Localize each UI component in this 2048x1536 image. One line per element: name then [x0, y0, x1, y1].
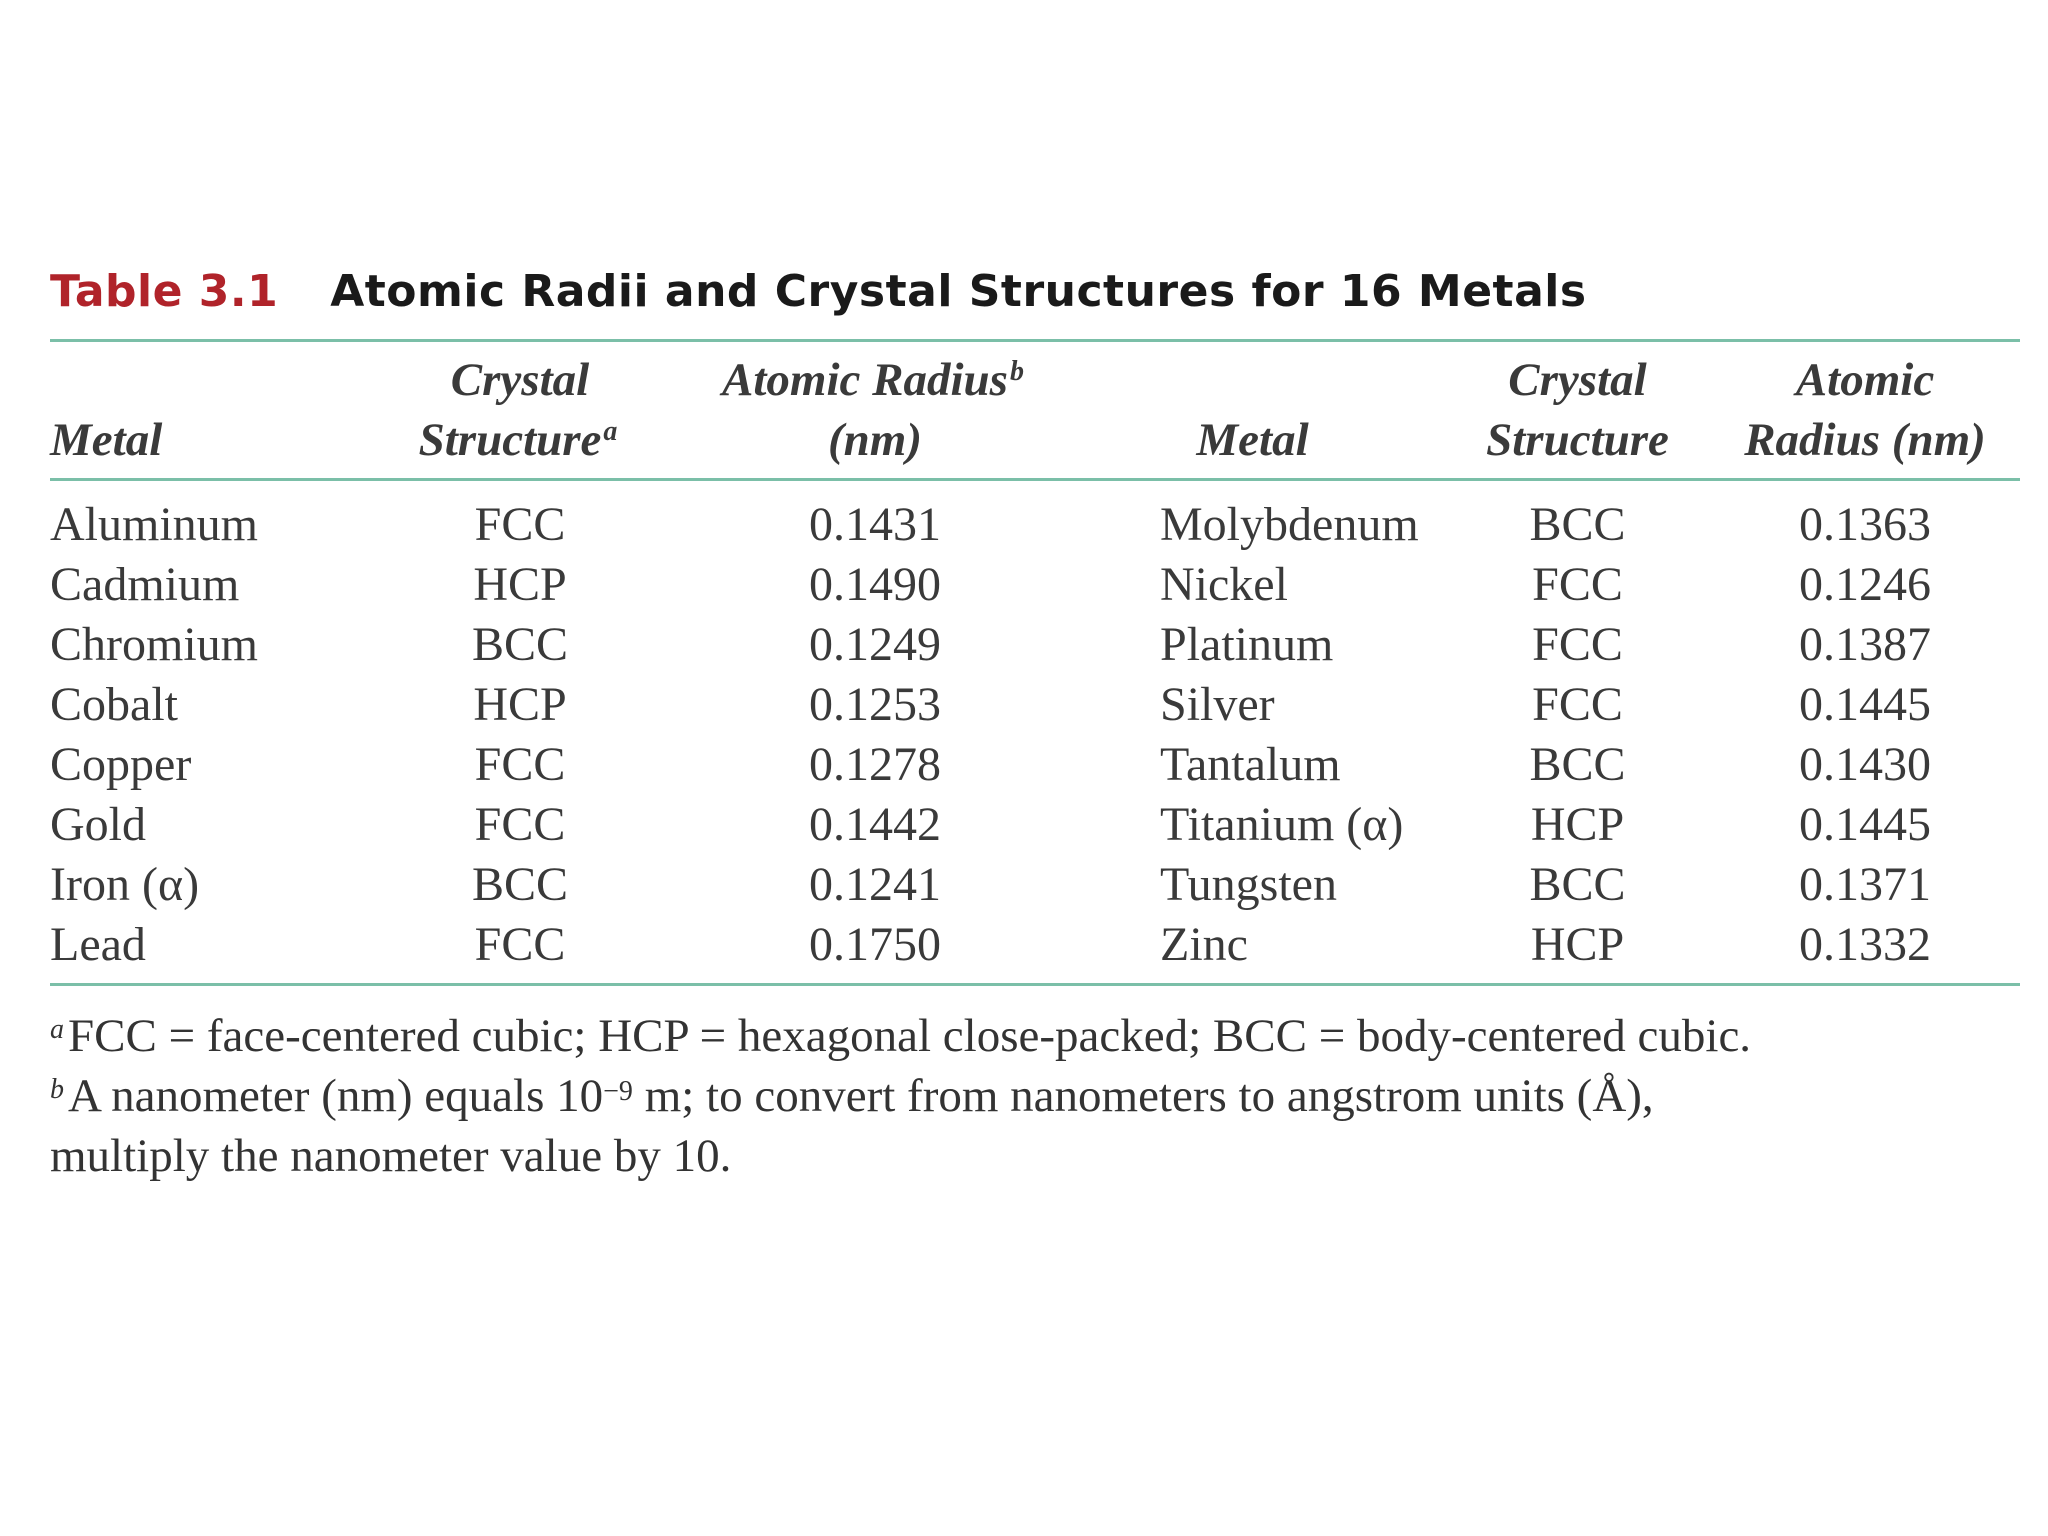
header-structure-1 — [350, 342, 690, 478]
cell-radius-2: 0.1445 — [1799, 678, 1931, 731]
cell-radius-2: 0.1332 — [1799, 918, 1931, 971]
cell-structure-2: BCC — [1529, 738, 1626, 791]
header-structure-2-line2: Structure — [1486, 414, 1669, 466]
footnote-a-marker: a — [603, 416, 618, 447]
cell-metal-1: Iron (α) — [50, 858, 200, 911]
footnote-b-marker: b — [1009, 356, 1024, 387]
cell-structure-1: HCP — [473, 558, 567, 611]
header-structure-2 — [1445, 342, 1710, 478]
cell-metal-1: Cobalt — [50, 678, 178, 731]
cell-radius-1: 0.1253 — [809, 678, 941, 731]
cell-radius-1: 0.1431 — [809, 498, 941, 551]
cell-metal-2: Platinum — [1160, 618, 1334, 671]
table-row — [50, 915, 2020, 983]
cell-radius-2: 0.1363 — [1799, 498, 1931, 551]
table-footnotes — [50, 1006, 2020, 1186]
cell-structure-2: FCC — [1532, 678, 1623, 731]
footnote-b-text-after: m; to convert from nanometers to angstrom units (Å), — [632, 1070, 1654, 1122]
cell-structure-1: FCC — [474, 738, 566, 791]
table-caption-title: Atomic Radii and Crystal Structures for 16 Metals — [330, 265, 1587, 317]
cell-metal-1: Gold — [50, 798, 146, 851]
cell-radius-1: 0.1442 — [809, 798, 941, 851]
cell-metal-2: Tantalum — [1160, 738, 1341, 791]
cell-structure-2: HCP — [1530, 798, 1625, 851]
cell-metal-1: Cadmium — [50, 558, 240, 611]
footnote-b-text-before: A nanometer (nm) equals 10 — [68, 1070, 604, 1122]
header-metal-1 — [50, 342, 350, 478]
header-radius-2 — [1710, 342, 2020, 478]
metals-table — [50, 342, 2020, 983]
header-radius-1-line1: Atomic Radius — [722, 354, 1008, 406]
table-row — [50, 481, 2020, 555]
footnote-a — [50, 1006, 2020, 1066]
header-structure-2-line1: Crystal — [1508, 354, 1647, 406]
cell-structure-2: BCC — [1529, 858, 1626, 911]
cell-structure-1: HCP — [473, 678, 567, 731]
cell-metal-2: Tungsten — [1160, 858, 1337, 911]
cell-radius-2: 0.1445 — [1799, 798, 1931, 851]
cell-metal-1: Lead — [50, 918, 146, 971]
cell-radius-1: 0.1278 — [809, 738, 941, 791]
footnote-b-continued — [50, 1126, 2020, 1186]
footnote-b-exponent: −9 — [603, 1076, 633, 1107]
footnote-a-text: FCC = face-centered cubic; HCP = hexagonal close-packed; BCC = body-centered cubic. — [68, 1010, 1752, 1062]
cell-metal-1: Aluminum — [50, 498, 259, 551]
table-row — [50, 735, 2020, 795]
cell-radius-1: 0.1490 — [809, 558, 941, 611]
table-header — [50, 342, 2020, 478]
table-caption — [50, 255, 2020, 327]
cell-structure-2: BCC — [1529, 498, 1626, 551]
cell-metal-2: Nickel — [1160, 558, 1288, 611]
table-row — [50, 855, 2020, 915]
cell-metal-2: Molybdenum — [1160, 498, 1419, 551]
header-structure-1-line1: Crystal — [450, 354, 590, 406]
footnote-a-mark: a — [50, 1014, 64, 1045]
header-metal-2-label: Metal — [1196, 414, 1309, 466]
cell-metal-2: Titanium (α) — [1160, 798, 1404, 851]
cell-metal-2: Zinc — [1160, 918, 1248, 971]
header-structure-1-line2: Structure — [418, 414, 602, 466]
table-bottom-rule — [50, 983, 2020, 986]
header-metal-2 — [1060, 342, 1445, 478]
cell-metal-1: Chromium — [50, 618, 259, 671]
table-row — [50, 675, 2020, 735]
cell-radius-2: 0.1246 — [1799, 558, 1931, 611]
table-row — [50, 795, 2020, 855]
cell-radius-1: 0.1750 — [809, 918, 941, 971]
cell-structure-1: FCC — [474, 498, 566, 551]
cell-structure-1: BCC — [471, 618, 569, 671]
footnote-b — [50, 1066, 2020, 1126]
header-radius-2-line2: Radius (nm) — [1744, 414, 1986, 466]
cell-metal-1: Copper — [50, 738, 192, 791]
cell-metal-2: Silver — [1160, 678, 1275, 731]
cell-radius-1: 0.1249 — [809, 618, 941, 671]
table-row — [50, 555, 2020, 615]
header-radius-1 — [690, 342, 1060, 478]
cell-structure-1: BCC — [471, 858, 569, 911]
cell-structure-2: FCC — [1532, 558, 1623, 611]
header-radius-2-line1: Atomic — [1795, 354, 1935, 406]
cell-radius-2: 0.1430 — [1799, 738, 1931, 791]
table-body — [50, 478, 2020, 983]
atomic-radii-table-block — [50, 255, 2020, 1186]
cell-radius-1: 0.1241 — [809, 858, 941, 911]
cell-structure-1: FCC — [474, 798, 566, 851]
cell-structure-2: FCC — [1532, 618, 1623, 671]
footnote-b-text-line2: multiply the nanometer value by 10. — [50, 1130, 732, 1182]
header-radius-1-line2: (nm) — [828, 414, 922, 466]
cell-radius-2: 0.1387 — [1799, 618, 1931, 671]
cell-radius-2: 0.1371 — [1799, 858, 1931, 911]
table-caption-label: Table 3.1 — [50, 265, 279, 317]
header-metal-1-label: Metal — [50, 414, 163, 466]
cell-structure-1: FCC — [474, 918, 566, 971]
cell-structure-2: HCP — [1530, 918, 1625, 971]
footnote-b-mark: b — [50, 1074, 64, 1105]
table-row — [50, 615, 2020, 675]
